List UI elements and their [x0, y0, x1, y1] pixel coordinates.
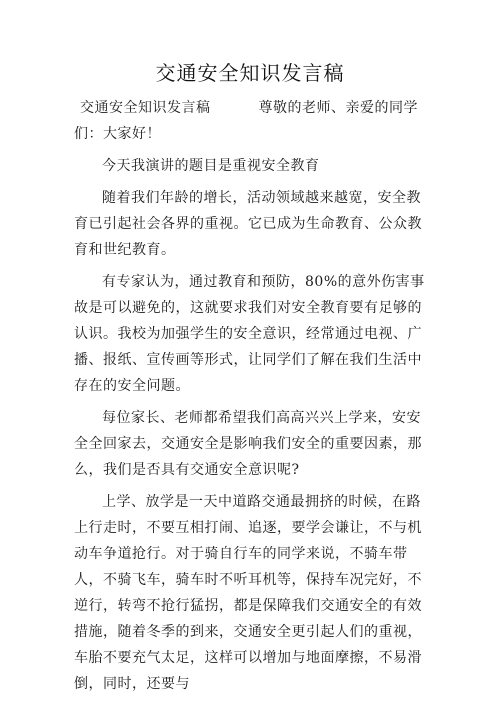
- paragraph-5: 上学、放学是一天中道路交通最拥挤的时候，在路上行走时，不要互相打闹、追逐，要学会谦让，不与机动车争道抢行。对于骑自行车的同学来说，不骑车带人，不骑飞车，骑车时不听耳机等，保持车况完好，不逆行，转弯不抢行猛拐，都是保障我们交通安全的有效措施，随着冬季的到来，交通安全更引起人们的重视，车胎不要充气太足，这样可以增加与地面摩擦，不易滑倒，同时，还要与: [74, 494, 422, 692]
- salutation: 尊敬的老师、亲爱的同学们：大家好！: [74, 100, 418, 142]
- document-title: 交通安全知识发言稿: [155, 61, 345, 85]
- intro-paragraph: [74, 95, 426, 147]
- paragraph-4: 每位家长、老师都希望我们高高兴兴上学来，安安全全回家去，交通安全是影响我们安全的重要因素，那么，我们是否具有交通安全意识呢?: [74, 410, 422, 478]
- intro-heading: 交通安全知识发言稿: [80, 100, 211, 116]
- document-body: [74, 95, 426, 697]
- paragraph-1: 今天我演讲的题目是重视安全教育: [102, 158, 320, 174]
- paragraph-2: 随着我们年龄的增长，活动领域越来越宽，安全教育已引起社会各界的重视。它已成为生命教育、公众教育和世纪教育。: [74, 190, 422, 258]
- paragraph-3: 有专家认为，通过教育和预防，80%的意外伤害事故是可以避免的，这就要求我们对安全教育要有足够的认识。我校为加强学生的安全意识，经常通过电视、广播、报纸、宣传画等形式，让同学们了解在我们生活中存在的安全问题。: [74, 274, 425, 394]
